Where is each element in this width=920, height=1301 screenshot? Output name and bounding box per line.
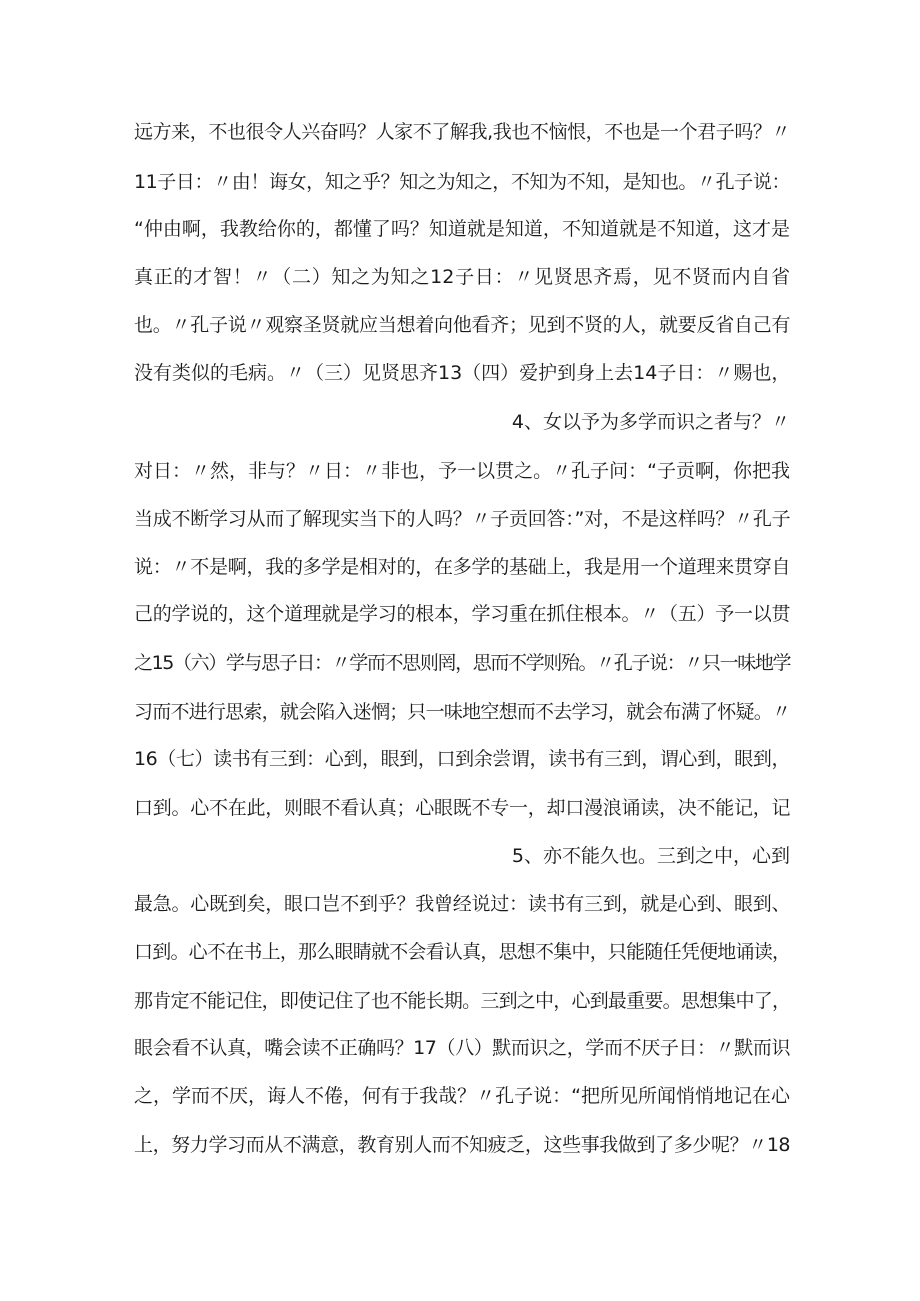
text-line: 眼会看不认真，嘴会读不正确吗？17（八）默而识之，学而不厌子日：〃默而识 bbox=[134, 1037, 790, 1059]
text-line: 说：〃不是啊，我的多学是相对的，在多学的基础上，我是用一个道理来贯穿自 bbox=[134, 556, 791, 578]
text-line: “仲由啊，我教给你的，都懂了吗？知道就是知道，不知道就是不知道，这才是 bbox=[134, 218, 790, 240]
text-line: 习而不进行思索，就会陷入迷惘；只一味地空想而不去学习，就会布满了怀疑。〃 bbox=[134, 701, 790, 723]
text-line: 那肯定不能记住，即使记住了也不能长期。三到之中，心到最重要。思想集中了， bbox=[134, 990, 790, 1012]
text-line: 之，学而不厌，诲人不倦，何有于我哉？〃孔子说：“把所见所闻悄悄地记在心 bbox=[134, 1085, 790, 1107]
text-line: 之15（六）学与思子日：〃学而不思则罔，思而不学则殆。〃孔子说：〃只一味地学 bbox=[134, 652, 790, 674]
text-line: 上，努力学习而从不满意，教育别人而不知疲乏，这些事我做到了多少呢？〃18 bbox=[134, 1134, 790, 1156]
text-line: 4、女以予为多学而识之者与？〃 bbox=[511, 411, 790, 433]
text-line: 口到。心不在此，则眼不看认真；心眼既不专一，却口漫浪诵读，决不能记，记 bbox=[134, 797, 791, 819]
text-line: 真正的才智！〃（二）知之为知之12子日：〃见贤思齐焉，见不贤而内自省 bbox=[134, 266, 790, 288]
text-line: 当成不断学习从而了解现实当下的人吗？〃子贡回答：”对，不是这样吗？〃孔子 bbox=[134, 508, 791, 530]
text-line: 16（七）读书有三到：心到，眼到，口到余尝谓，读书有三到，谓心到，眼到， bbox=[134, 748, 790, 770]
text-line: 远方来，不也很令人兴奋吗？人家不了解我,我也不恼恨，不也是一个君子吗？〃 bbox=[134, 121, 790, 143]
text-line: 也。〃孔子说〃观察圣贤就应当想着向他看齐；见到不贤的人，就要反省自己有 bbox=[134, 314, 791, 336]
text-line: 没有类似的毛病。〃（三）见贤思齐13（四）爱护到身上去14子日：〃赐也， bbox=[134, 362, 791, 384]
text-line: 口到。心不在书上，那么眼睛就不会看认真，思想不集中，只能随任凭便地诵读， bbox=[134, 941, 790, 963]
text-line: 己的学说的，这个道理就是学习的根本，学习重在抓住根本。〃（五）予一以贯 bbox=[134, 603, 791, 625]
text-line: 5、亦不能久也。三到之中，心到 bbox=[511, 845, 790, 867]
text-line: 11子日：〃由！诲女，知之乎？知之为知之，不知为不知，是知也。〃孔子说： bbox=[134, 171, 790, 193]
text-line: 最急。心既到矣，眼口岂不到乎？我曾经说过：读书有三到，就是心到、眼到、 bbox=[134, 893, 791, 915]
text-line: 对日：〃然，非与？〃日：〃非也，予一以贯之。〃孔子问：“子贡啊，你把我 bbox=[134, 460, 790, 482]
